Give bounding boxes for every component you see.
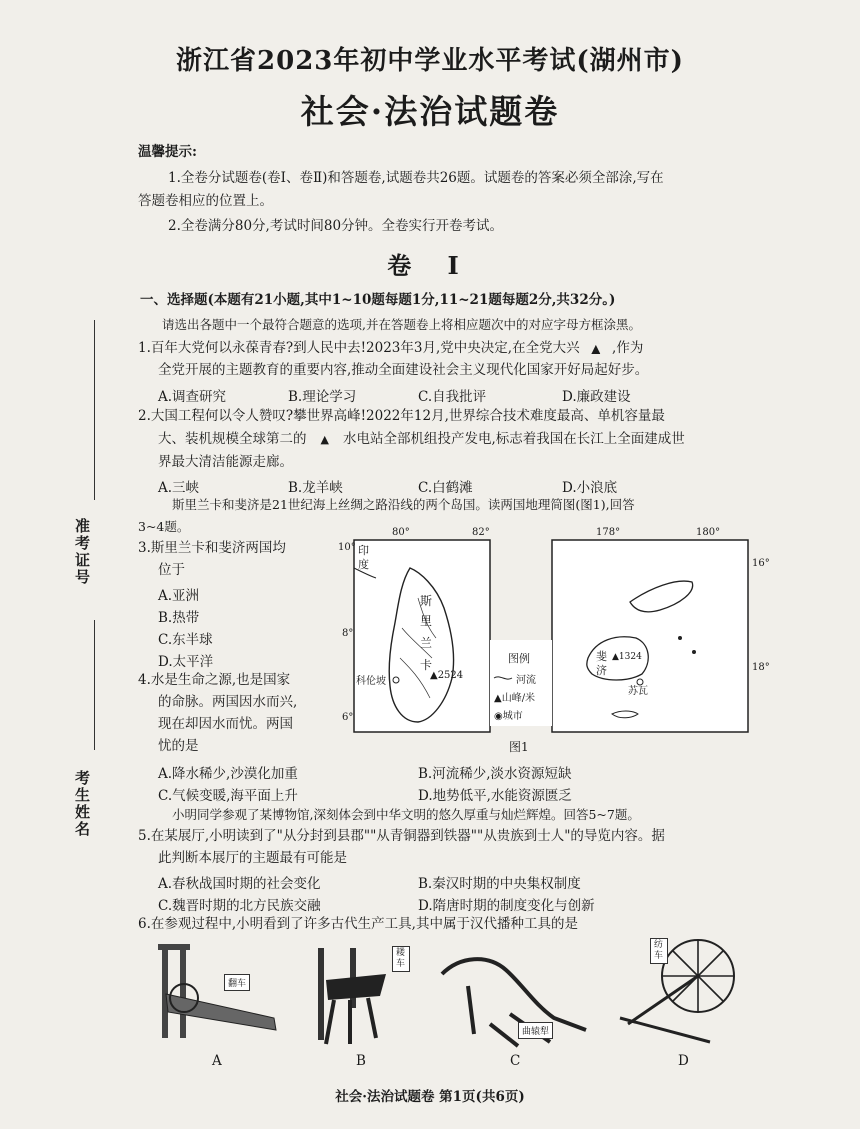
q4-stem-2: 的命脉。两国因水而兴, <box>158 694 298 710</box>
q1-option-a[interactable]: A.调查研究 <box>158 389 227 405</box>
figure-caption: 图1 <box>509 740 529 754</box>
srilanka-lat-10: 10° <box>338 542 356 553</box>
srilanka-label-3: 兰 <box>420 636 433 650</box>
fiji-map-frame <box>552 540 748 732</box>
srilanka-label-1: 斯 <box>420 594 433 608</box>
tool-c-tag: 曲辕犁 <box>518 1022 553 1039</box>
exam-id-write-line <box>94 320 95 500</box>
tools-illustrations <box>150 934 770 1054</box>
part1-instruction: 请选出各题中一个最符合题意的选项,并在答题卷上将相应题次中的对应字母方框涂黑。 <box>162 317 641 332</box>
fiji-islet-1 <box>678 636 682 640</box>
q2-option-c[interactable]: C.白鹤滩 <box>418 480 473 496</box>
q5-stem-cont: 此判断本展厅的主题最有可能是 <box>158 850 347 866</box>
q57-intro: 小明同学参观了某博物馆,深刻体会到中华文明的悠久厚重与灿烂辉煌。回答5~7题。 <box>172 807 640 822</box>
name-write-line <box>94 620 95 750</box>
name-label: 考生姓名 <box>73 770 91 838</box>
srilanka-lat-8: 8° <box>342 628 354 639</box>
paper-title: 社会·法治试题卷 <box>300 92 560 131</box>
q3-option-b[interactable]: B.热带 <box>158 610 200 626</box>
page-footer: 社会·法治试题卷 第1页(共6页) <box>335 1089 525 1105</box>
srilanka-peak: ▲2524 <box>430 670 464 681</box>
q4-option-d[interactable]: D.地势低平,水能资源匮乏 <box>418 788 572 804</box>
srilanka-label-4: 卡 <box>420 658 433 672</box>
q2-option-b[interactable]: B.龙羊峡 <box>288 480 343 496</box>
q5-stem: 5.在某展厅,小明读到了"从分封到县郡""从青铜器到铁器""从贵族到士人"的导览内容。据 <box>138 828 665 844</box>
q4-option-b[interactable]: B.河流稀少,淡水资源短缺 <box>418 766 572 782</box>
q5-option-d[interactable]: D.隋唐时期的制度变化与创新 <box>418 898 595 914</box>
tool-a-tag: 翻车 <box>224 974 250 991</box>
suva-label: 苏瓦 <box>628 686 648 697</box>
fiji-peak: ▲1324 <box>612 652 642 662</box>
q4-option-a[interactable]: A.降水稀少,沙漠化加重 <box>158 766 298 782</box>
q4-stem-4: 忧的是 <box>158 738 199 754</box>
tool-c-image <box>442 959 586 1046</box>
q4-stem: 4.水是生命之源,也是国家 <box>138 672 291 688</box>
q6-option-c[interactable]: C <box>510 1053 521 1069</box>
q1-option-d[interactable]: D.廉政建设 <box>562 389 631 405</box>
q4-option-c[interactable]: C.气候变暖,海平面上升 <box>158 788 298 804</box>
q2-stem-cont: 大、装机规模全球第二的 ▲ 水电站全部机组投产发电,标志着我国在长江上全面建成世 <box>158 431 685 447</box>
q3-option-d[interactable]: D.太平洋 <box>158 654 214 670</box>
tool-d-tag: 纺车 <box>650 938 668 964</box>
q1-option-c[interactable]: C.自我批评 <box>418 389 487 405</box>
section-title: 卷 Ⅰ <box>387 251 473 280</box>
srilanka-label-2: 里 <box>420 614 433 628</box>
srilanka-lat-6: 6° <box>342 712 354 723</box>
fiji-lat-16: 16° <box>752 558 770 569</box>
colombo-label: 科伦坡 <box>356 676 386 687</box>
fiji-lon-178: 178° <box>596 527 621 538</box>
q2-stem-end: 界最大清洁能源走廊。 <box>158 454 293 470</box>
legend-title: 图例 <box>508 652 530 665</box>
q6-option-a[interactable]: A <box>212 1053 222 1069</box>
q3-stem: 3.斯里兰卡和斐济两国均 <box>138 540 286 556</box>
tips-heading: 温馨提示: <box>138 144 197 160</box>
q5-option-b[interactable]: B.秦汉时期的中央集权制度 <box>418 876 581 892</box>
legend-peak: ▲山峰/米 <box>494 693 536 704</box>
tool-b-image <box>318 948 386 1044</box>
q3-stem-cont: 位于 <box>158 562 185 578</box>
q6-option-d[interactable]: D <box>678 1053 689 1069</box>
part1-heading: 一、选择题(本题有21小题,其中1~10题每题1分,11~21题每题2分,共32分。) <box>140 292 616 308</box>
tool-b-tag: 耧车 <box>392 946 410 972</box>
q1-stem-cont: 全党开展的主题教育的重要内容,推动全面建设社会主义现代化国家开好局起好步。 <box>158 362 649 378</box>
q2-stem: 2.大国工程何以令人赞叹?攀世界高峰!2022年12月,世界综合技术难度最高、单机容量最 <box>138 408 665 424</box>
q3-option-c[interactable]: C.东半球 <box>158 632 213 648</box>
fiji-lon-180: 180° <box>696 527 721 538</box>
q2-option-a[interactable]: A.三峡 <box>158 480 200 496</box>
q3-option-a[interactable]: A.亚洲 <box>158 588 200 604</box>
fiji-label: 斐济 <box>596 650 607 677</box>
q5-option-c[interactable]: C.魏晋时期的北方民族交融 <box>158 898 321 914</box>
tips-item1-cont: 答题卷相应的位置上。 <box>138 193 273 209</box>
tips-item2: 2.全卷满分80分,考试时间80分钟。全卷实行开卷考试。 <box>168 218 504 234</box>
q34-intro-cont: 3~4题。 <box>138 519 190 534</box>
fiji-islet-2 <box>692 650 696 654</box>
fiji-lat-18: 18° <box>752 662 770 673</box>
map-figure <box>340 528 760 758</box>
india-label: 印度 <box>358 544 369 571</box>
q6-stem: 6.在参观过程中,小明看到了许多古代生产工具,其中属于汉代播种工具的是 <box>138 916 578 932</box>
q1-option-b[interactable]: B.理论学习 <box>288 389 357 405</box>
exam-title: 浙江省2023年初中学业水平考试(湖州市) <box>176 46 684 76</box>
exam-id-label: 准考证号 <box>73 518 91 586</box>
srilanka-lon-80: 80° <box>392 527 410 538</box>
tool-d-image <box>620 940 734 1042</box>
q34-intro: 斯里兰卡和斐济是21世纪海上丝绸之路沿线的两个岛国。读两国地理简图(图1),回答 <box>172 497 635 512</box>
q1-stem: 1.百年大党何以永葆青春?到人民中去!2023年3月,党中央决定,在全党大兴 ▲ ,作为 <box>138 340 644 356</box>
legend-city: ◉城市 <box>494 711 523 722</box>
tool-a-image <box>158 944 276 1038</box>
q2-option-d[interactable]: D.小浪底 <box>562 480 618 496</box>
q4-stem-3: 现在却因水而忧。两国 <box>158 716 293 732</box>
legend-river: 河流 <box>516 675 536 686</box>
srilanka-lon-82: 82° <box>472 527 490 538</box>
q5-option-a[interactable]: A.春秋战国时期的社会变化 <box>158 876 321 892</box>
q6-option-b[interactable]: B <box>356 1053 366 1069</box>
tips-item1: 1.全卷分试题卷(卷Ⅰ、卷Ⅱ)和答题卷,试题卷共26题。试题卷的答案必须全部涂,写在 <box>168 170 664 186</box>
